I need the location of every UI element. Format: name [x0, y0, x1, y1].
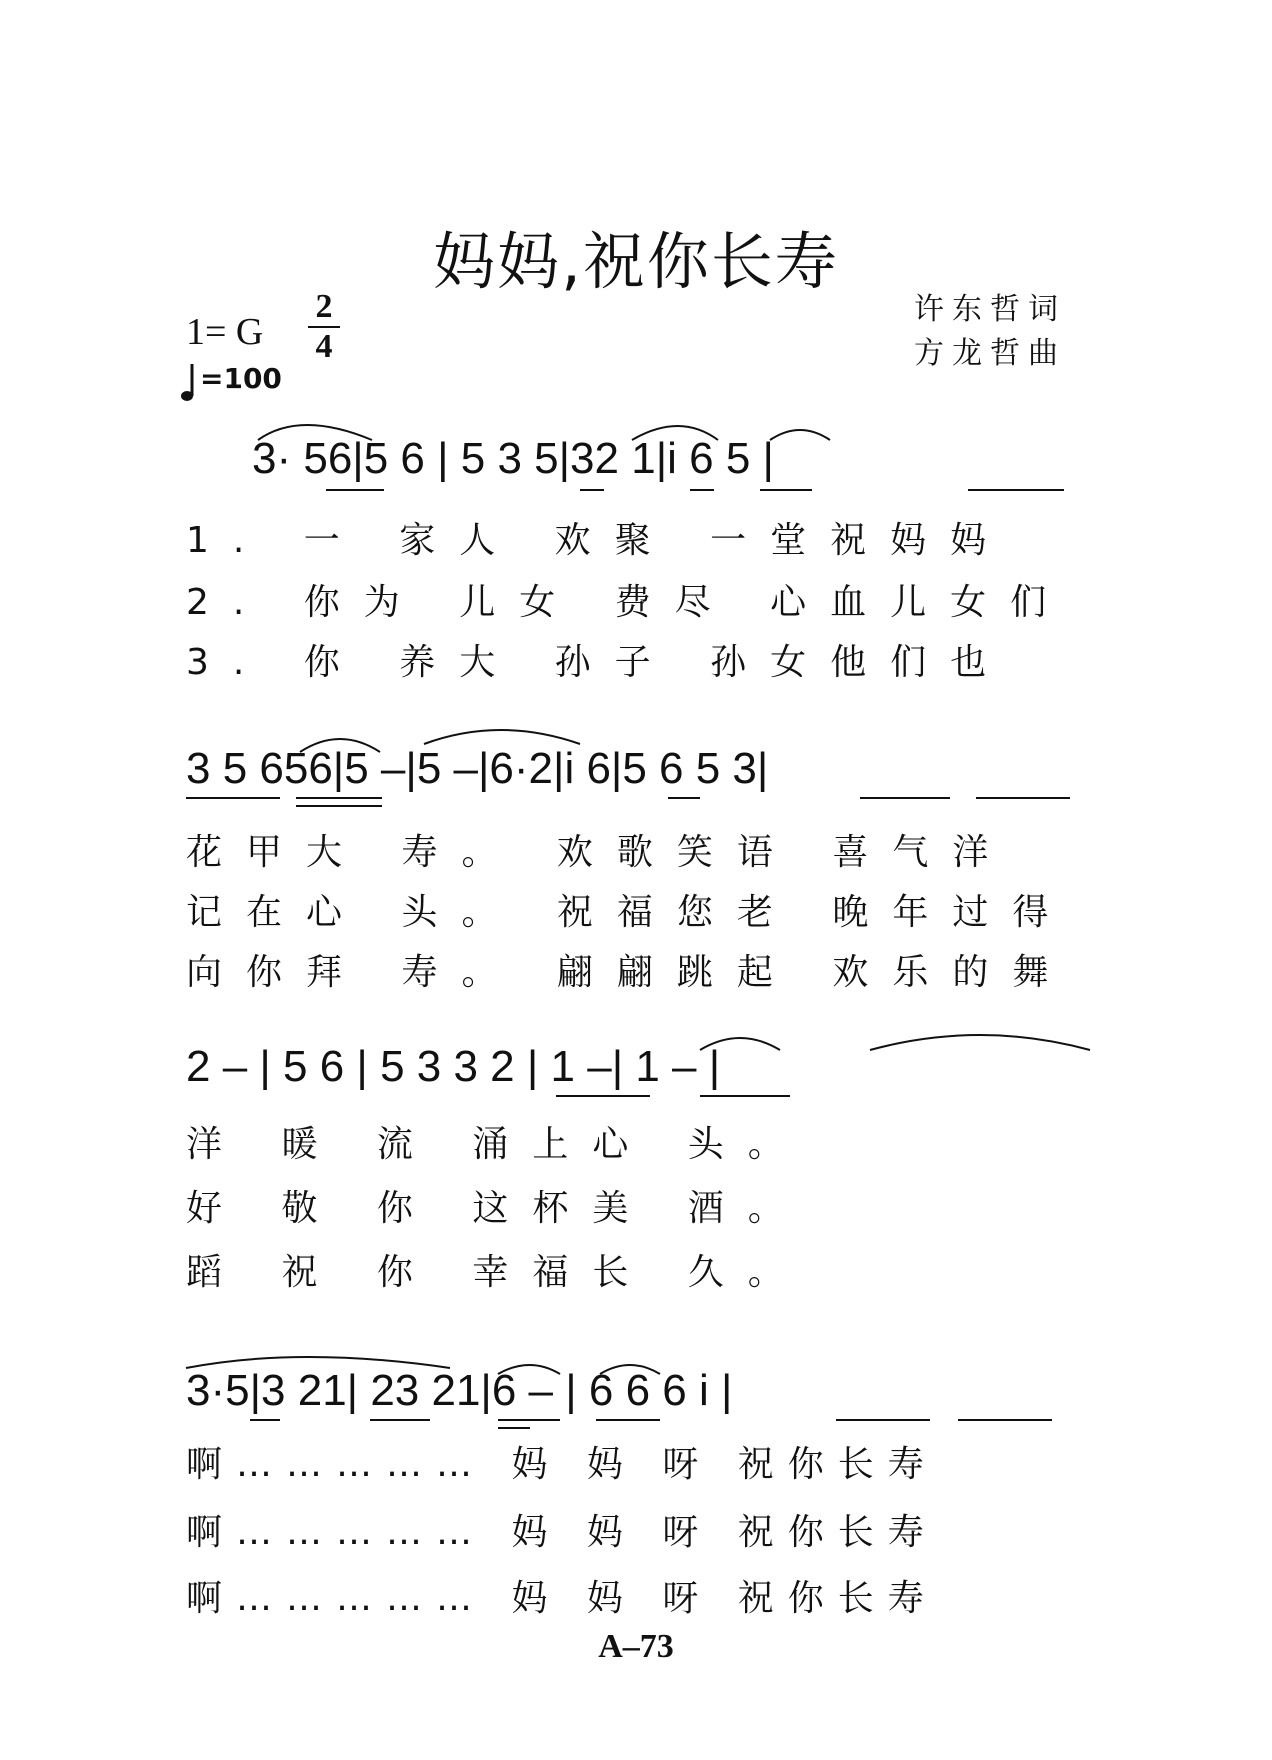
- slur-marks: [186, 425, 1090, 1374]
- lyric-line-2-1: 花甲大 寿。 欢歌笑语 喜气洋: [186, 832, 1013, 873]
- lyric-line-3-1: 洋 暖 流 涌上心 头。: [186, 1124, 808, 1165]
- slur: [870, 1035, 1090, 1050]
- notation-line-1: 3· 56|5 6 | 5 3 5|32 1|i 6 5 |: [252, 434, 774, 483]
- lyric-line-3-2: 好 敬 你 这杯美 酒。: [186, 1188, 808, 1229]
- slur: [300, 739, 380, 752]
- slur: [600, 1365, 660, 1374]
- time-signature-bottom: 4: [315, 328, 333, 365]
- slur: [186, 1357, 450, 1368]
- notation-line-3: 2 – | 5 6 | 5 3 3 2 | 1 –| 1 – |: [186, 1042, 721, 1091]
- beam-underlines: [186, 490, 1073, 1428]
- lyricist-credit: 许东哲词: [914, 292, 1066, 327]
- lyric-line-4-2: 啊…………… 妈 妈 呀 祝你长寿: [186, 1512, 938, 1553]
- lyric-line-2-3: 向你拜 寿。 翩翩跳起 欢乐的舞: [186, 952, 1073, 993]
- lyric-line-1-3: 3. 你 养大 孙子 孙女他们也: [186, 642, 1011, 683]
- notation-line-4: 3·5|3 21| 23 21|6 – | 6 6 6 i |: [186, 1366, 733, 1415]
- lyric-line-1-2: 2. 你为 儿女 费尽 心血儿女们: [186, 582, 1071, 623]
- slur: [770, 430, 830, 440]
- slur: [424, 730, 580, 744]
- composer-credit: 方龙哲曲: [914, 336, 1066, 371]
- lyric-line-1-1: 1. 一 家人 欢聚 一堂祝妈妈: [186, 520, 1011, 561]
- lyric-line-3-3: 蹈 祝 你 幸福长 久。: [186, 1252, 808, 1293]
- lyric-line-4-1: 啊…………… 妈 妈 呀 祝你长寿: [186, 1444, 938, 1485]
- notation-line-2: 3 5 656|5 –|5 –|6·2|i 6|5 6 5 3|: [186, 744, 769, 793]
- slur: [632, 426, 718, 440]
- page-number: A–73: [598, 1628, 674, 1665]
- time-signature-top: 2: [315, 288, 333, 325]
- lyric-line-2-2: 记在心 头。 祝福您老 晚年过得: [186, 892, 1073, 933]
- lyric-line-4-3: 啊…………… 妈 妈 呀 祝你长寿: [186, 1578, 938, 1619]
- page-title: 妈妈,祝你长寿: [433, 225, 839, 298]
- key-signature: 1= G: [186, 311, 264, 353]
- slur: [498, 1365, 560, 1374]
- tempo-marking: =100: [200, 362, 282, 395]
- slur: [258, 425, 372, 440]
- slur: [700, 1038, 780, 1050]
